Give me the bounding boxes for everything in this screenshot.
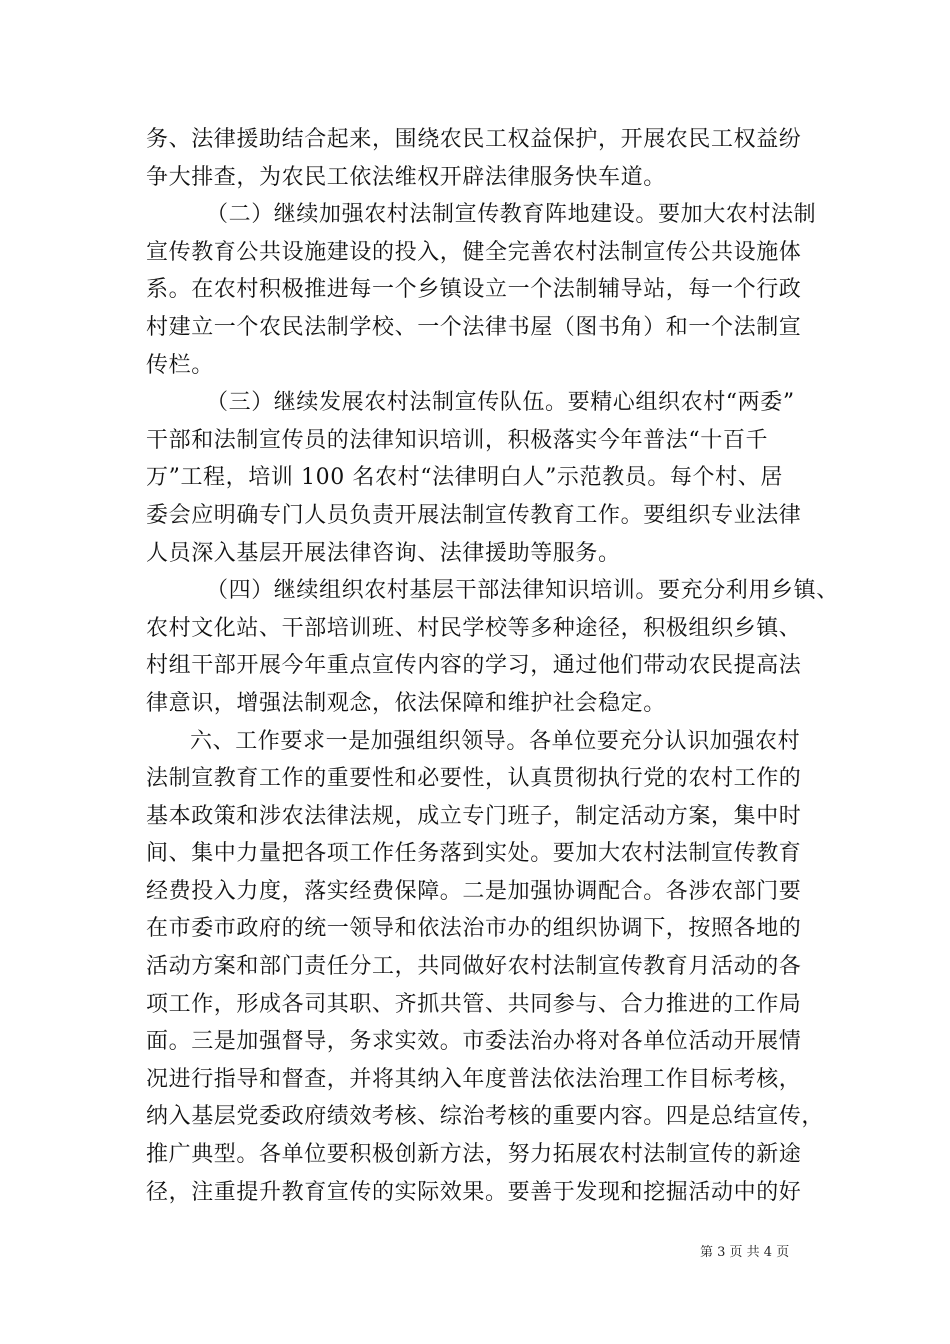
- text-line: 村建立一个农民法制学校、一个法律书屋（图书角）和一个法制宣: [146, 314, 802, 340]
- text-line: 干部和法制宣传员的法律知识培训，积极落实今年普法“十百千: [146, 427, 769, 453]
- text-line: 村组干部开展今年重点宣传内容的学习，通过他们带动农民提高法: [146, 653, 802, 679]
- text-line: 基本政策和涉农法律法规，成立专门班子，制定活动方案，集中时: [146, 803, 802, 829]
- text-line: 法制宣教育工作的重要性和必要性，认真贯彻执行党的农村工作的: [146, 766, 802, 792]
- text-line: （二）继续加强农村法制宣传教育阵地建设。要加大农村法制: [206, 202, 817, 228]
- text-line: （四）继续组织农村基层干部法律知识培训。要充分利用乡镇、: [206, 578, 839, 604]
- text-line: 争大排查，为农民工依法维权开辟法律服务快车道。: [146, 164, 666, 190]
- text-line: 经费投入力度，落实经费保障。二是加强协调配合。各涉农部门要: [146, 878, 802, 904]
- text-line: 律意识，增强法制观念，依法保障和维护社会稳定。: [146, 690, 666, 716]
- text-line: 系。在农村积极推进每一个乡镇设立一个法制辅导站，每一个行政: [146, 277, 802, 303]
- text-line: 推广典型。各单位要积极创新方法，努力拓展农村法制宣传的新途: [146, 1142, 802, 1168]
- text-line: 面。三是加强督导，务求实效。市委法治办将对各单位活动开展情: [146, 1029, 802, 1055]
- text-line: 务、法律援助结合起来，围绕农民工权益保护，开展农民工权益纷: [146, 127, 802, 152]
- text-line: 农村文化站、干部培训班、村民学校等多种途径，积极组织乡镇、: [146, 615, 802, 641]
- text-line: 委会应明确专门人员负责开展法制宣传教育工作。要组织专业法律: [146, 502, 802, 528]
- page-number: 第 3 页 共 4 页: [700, 1245, 790, 1260]
- text-line: 活动方案和部门责任分工，共同做好农村法制宣传教育月活动的各: [146, 954, 802, 980]
- text-line: 项工作，形成各司其职、齐抓共管、共同参与、合力推进的工作局: [146, 991, 802, 1017]
- text-line: 人员深入基层开展法律咨询、法律援助等服务。: [146, 540, 621, 566]
- text-line: 况进行指导和督查，并将其纳入年度普法依法治理工作目标考核，: [146, 1066, 802, 1092]
- text-line: 间、集中力量把各项工作任务落到实处。要加大农村法制宣传教育: [146, 841, 802, 867]
- text-line: 传栏。: [146, 352, 214, 378]
- text-line: 宣传教育公共设施建设的投入，健全完善农村法制宣传公共设施体: [146, 239, 802, 265]
- text-line: 万”工程，培训 100 名农村“法律明白人”示范教员。每个村、居: [146, 465, 783, 491]
- document-body: [146, 121, 839, 1211]
- text-line: 在市委市政府的统一领导和依法治市办的组织协调下，按照各地的: [146, 916, 802, 942]
- text-line: 纳入基层党委政府绩效考核、综治考核的重要内容。四是总结宣传，: [146, 1104, 825, 1130]
- text-line: 径，注重提升教育宣传的实际效果。要善于发现和挖掘活动中的好: [146, 1179, 802, 1205]
- text-line: （三）继续发展农村法制宣传队伍。要精心组织农村“两委”: [206, 390, 795, 416]
- text-line: 六、工作要求一是加强组织领导。各单位要充分认识加强农村: [190, 728, 801, 754]
